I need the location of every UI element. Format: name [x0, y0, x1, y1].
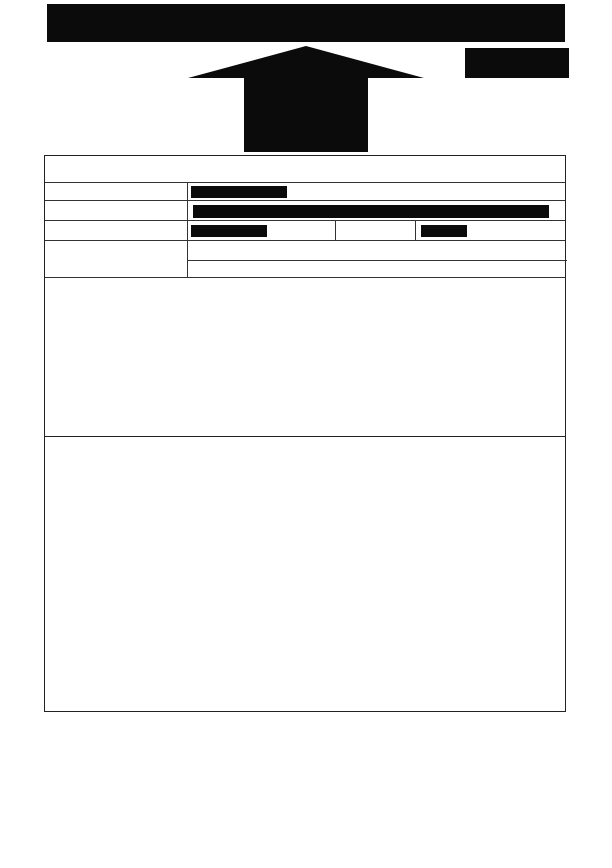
fax-arrow-shape	[186, 44, 426, 154]
person-redacted	[191, 225, 267, 237]
address-redacted	[193, 205, 549, 218]
reason-options	[187, 241, 567, 261]
reason-row	[45, 241, 565, 278]
survey-title-row	[45, 156, 565, 183]
redaction-top-right	[465, 48, 569, 78]
voice-box	[44, 437, 566, 712]
address-row	[45, 201, 565, 221]
redaction-top	[47, 4, 565, 42]
survey-table	[44, 155, 566, 437]
company-redacted	[191, 186, 287, 198]
person-row	[45, 221, 565, 241]
tel-redacted	[421, 225, 467, 237]
company-row	[45, 183, 565, 201]
